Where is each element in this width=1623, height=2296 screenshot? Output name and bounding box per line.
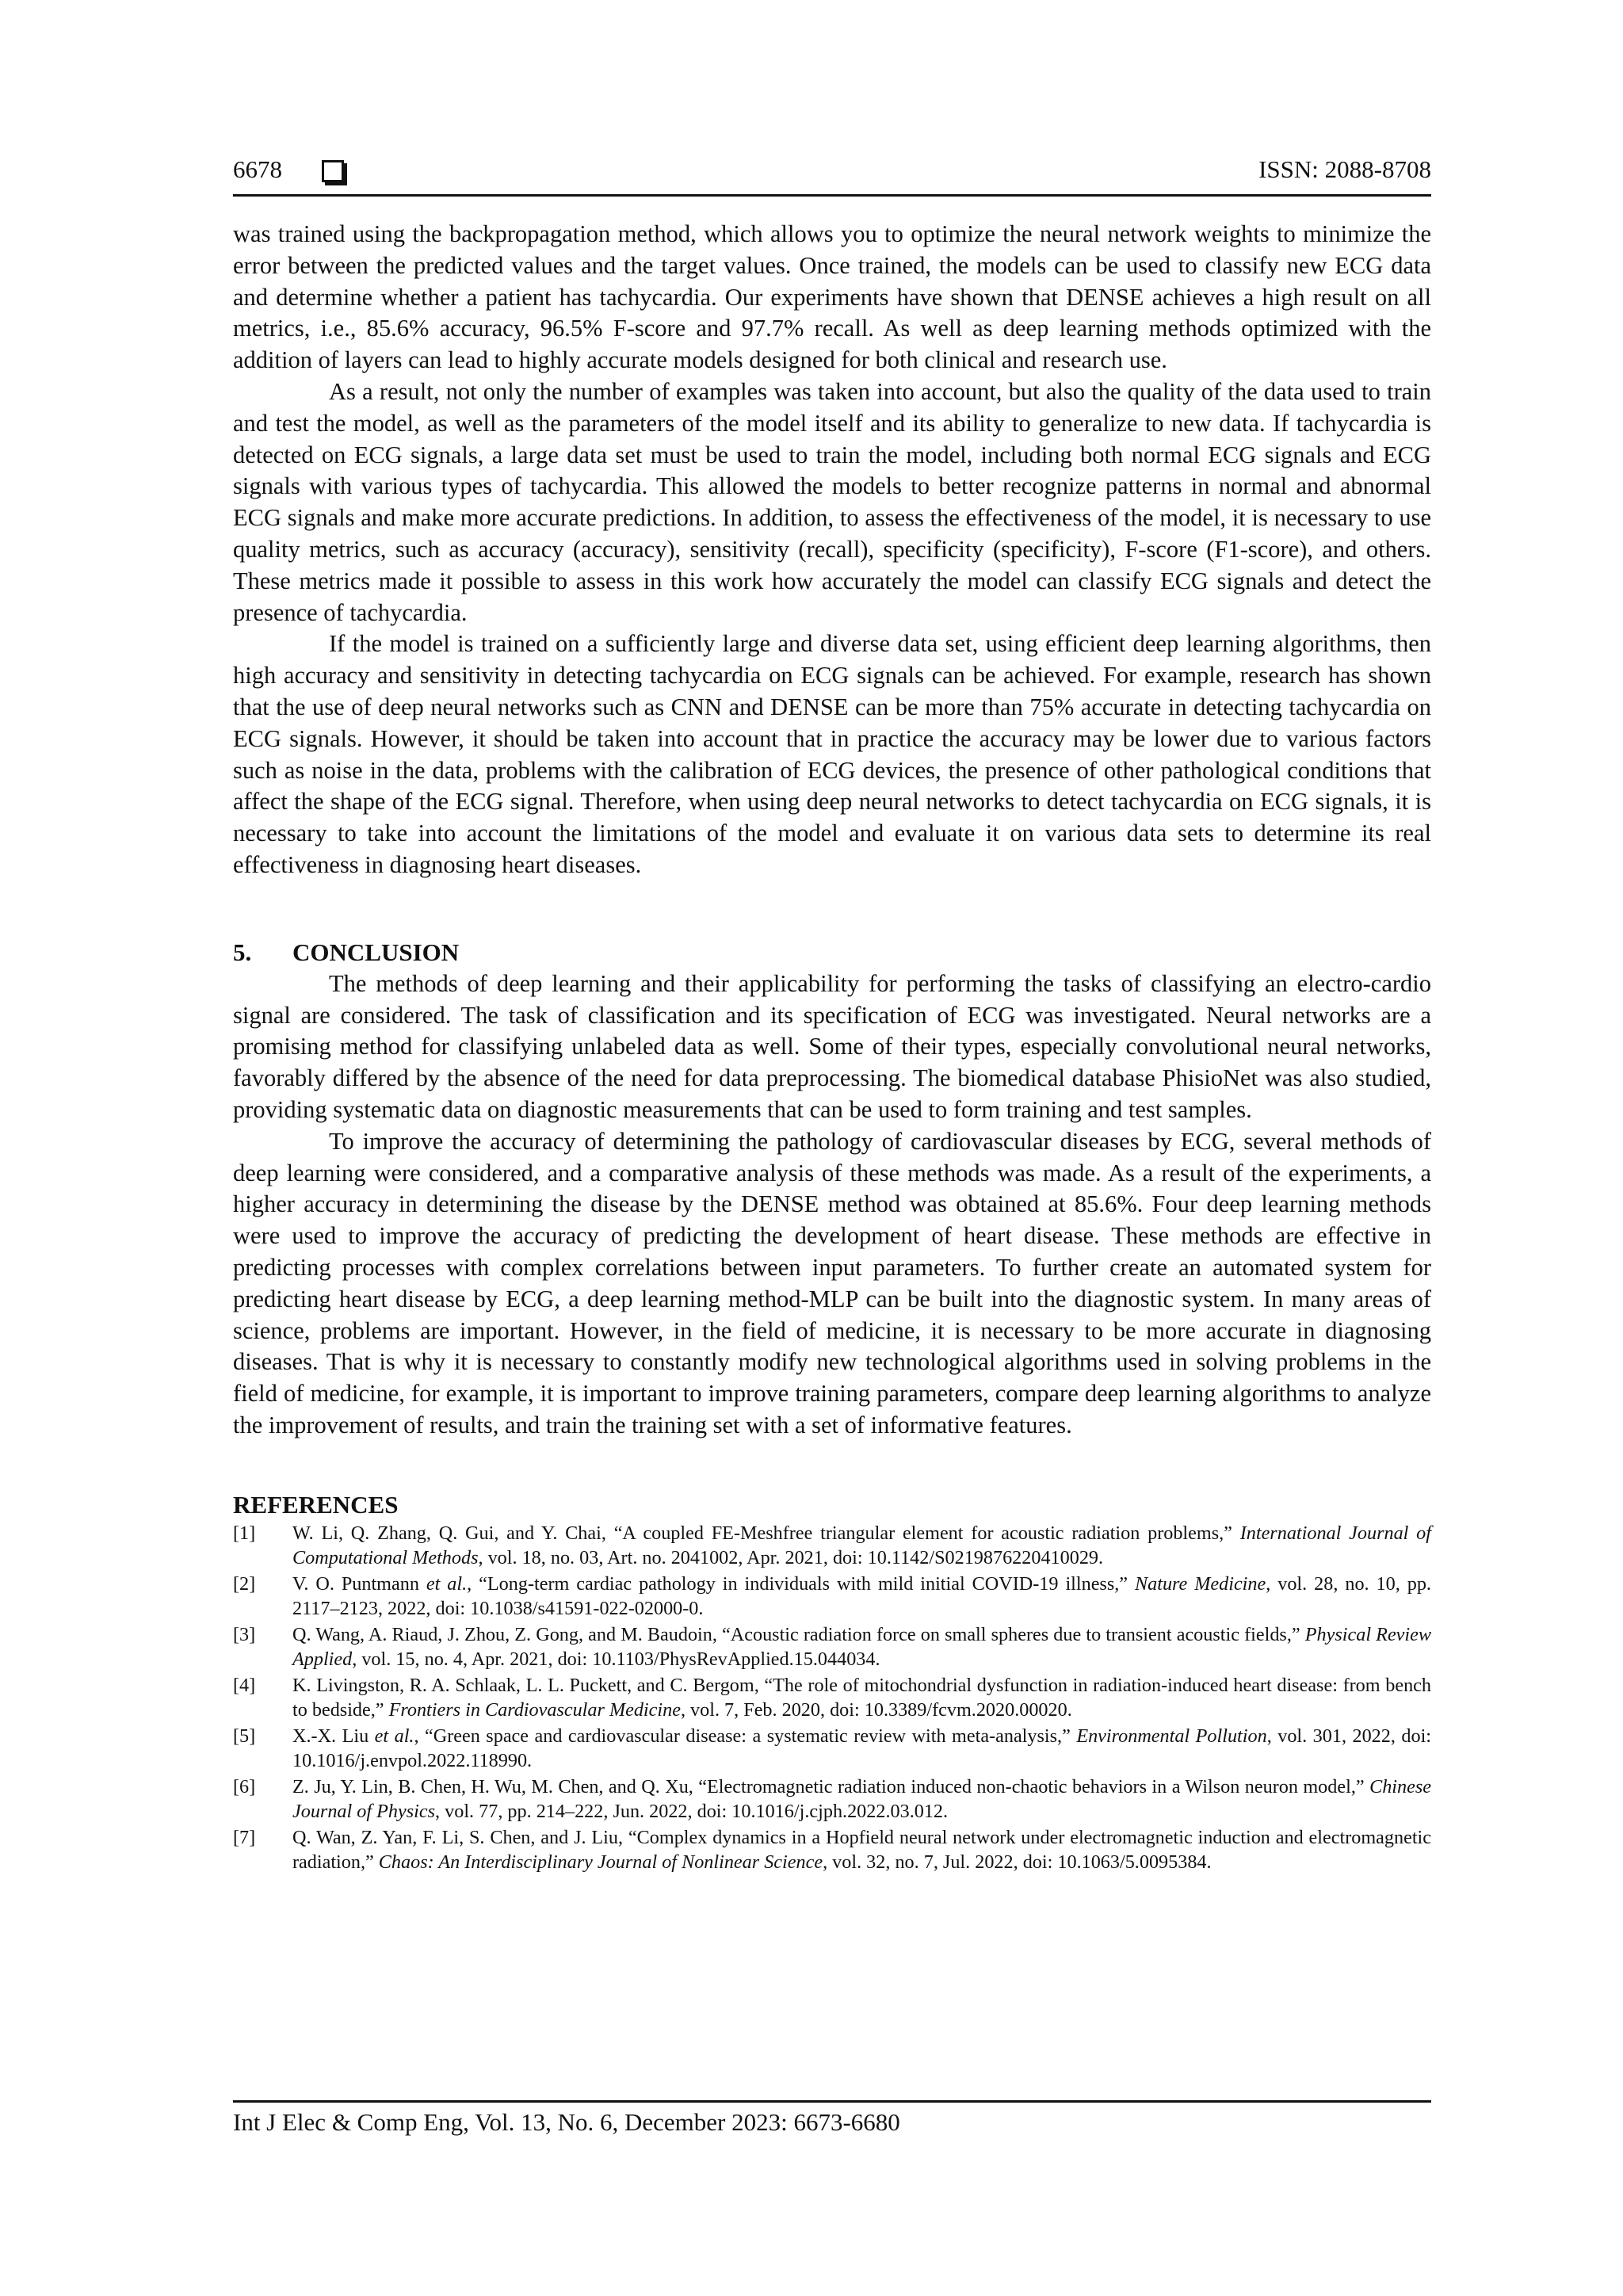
body-paragraph-3: If the model is trained on a sufficiently large and diverse data set, using efficient deep learning algorithms, then high accuracy and sensitivity in detecting tachycardia on ECG signals can be achieved. For example, research has shown that the use of deep neural networks such as CNN and DENSE can be more than 75% accurate in detecting tachycardia on ECG signals. However, it should be taken into account that in practice the accuracy may be lower due to various factors such as noise in the data, problems with the calibration of ECG devices, the presence of other pathological conditions that affect the shape of the ECG signal. Therefore, when using deep neural networks to detect tachycardia on ECG signals, it is necessary to take into account the limitations of the model and evaluate it on various data sets to determine its real effectiveness in diagnosing heart diseases. xyxy=(233,630,1431,878)
reference-text: V. O. Puntmann xyxy=(292,1572,426,1595)
reference-details: , vol. 15, no. 4, Apr. 2021, doi: 10.1103/PhysRevApplied.15.044034. xyxy=(352,1648,880,1670)
header-rule xyxy=(233,194,1431,197)
reference-details: , vol. 28, no. 10, pp. 2117–2123, 2022, doi: 10.1038/s41591-022-02000-0. xyxy=(292,1572,1431,1619)
page-number: 6678 xyxy=(233,155,282,183)
reference-item xyxy=(233,1673,1431,1722)
reference-text: W. Li, Q. Zhang, Q. Gui, and Y. Chai, “A coupled FE-Meshfree triangular element for acoustic radiation problems,” xyxy=(292,1522,1240,1544)
reference-list xyxy=(233,1521,1431,1874)
reference-title: , “Green space and cardiovascular disease: a systematic review with meta-analysis,” xyxy=(414,1725,1077,1747)
reference-text: X.-X. Liu xyxy=(292,1725,375,1747)
body-paragraph-1: was trained using the backpropagation method, which allows you to optimize the neural network weights to minimize the error between the predicted values and the target values. Once trained, the models can be used to classify new ECG data and determine whether a patient has tachycardia. Our experiments have shown that DENSE achieves a high result on all metrics, i.e., 85.6% accuracy, 96.5% F-score and 97.7% recall. As well as deep learning methods optimized with the addition of layers can lead to highly accurate models designed for both clinical and research use. xyxy=(233,220,1431,374)
reference-journal: International Journal of Computational Methods xyxy=(292,1522,1431,1568)
conclusion-section-number: 5. xyxy=(233,938,252,966)
reference-journal: Environmental Pollution xyxy=(1076,1725,1267,1747)
reference-details: , vol. 18, no. 03, Art. no. 2041002, Apr. 2021, doi: 10.1142/S0219876220410029. xyxy=(478,1546,1104,1568)
reference-details: , vol. 32, no. 7, Jul. 2022, doi: 10.1063/5.0095384. xyxy=(823,1851,1212,1873)
reference-journal: Physical Review Applied xyxy=(292,1623,1432,1670)
page-body xyxy=(233,219,1431,1876)
journal-citation-footer: Int J Elec & Comp Eng, Vol. 13, No. 6, December 2023: 6673-6680 xyxy=(233,2108,900,2136)
reference-title: , “Long-term cardiac pathology in individuals with mild initial COVID-19 illness,” xyxy=(467,1572,1135,1595)
reference-text: Z. Ju, Y. Lin, B. Chen, H. Wu, M. Chen, and Q. Xu, “Electromagnetic radiation induced non-chaotic behaviors in a Wilson neuron model,” xyxy=(292,1775,1370,1797)
reference-journal: Nature Medicine xyxy=(1135,1572,1266,1595)
footer-rule xyxy=(233,2100,1431,2103)
reference-number: [1] xyxy=(233,1522,256,1544)
reference-item xyxy=(233,1572,1431,1621)
conclusion-section-title: CONCLUSION xyxy=(292,938,460,966)
issn-label: ISSN: 2088-8708 xyxy=(1258,155,1431,183)
reference-item xyxy=(233,1775,1431,1824)
reference-etal: et al. xyxy=(426,1572,468,1595)
reference-number: [2] xyxy=(233,1572,256,1595)
reference-etal: et al. xyxy=(374,1725,414,1747)
reference-details: , vol. 301, 2022, doi: 10.1016/j.envpol.2022.118990. xyxy=(292,1725,1432,1771)
reference-number: [6] xyxy=(233,1775,256,1797)
reference-number: [5] xyxy=(233,1725,256,1747)
reference-details: , vol. 77, pp. 214–222, Jun. 2022, doi: 10.1016/j.cjph.2022.03.012. xyxy=(435,1800,949,1822)
reference-journal: Chaos: An Interdisciplinary Journal of Nonlinear Science xyxy=(378,1851,823,1873)
body-paragraph-2: As a result, not only the number of examples was taken into account, but also the quality of the data used to train and test the model, as well as the parameters of the model itself and its ability to generalize to new data. If tachycardia is detected on ECG signals, a large data set must be used to train the model, including both normal ECG signals and ECG signals with various types of tachycardia. This allowed the models to better recognize patterns in normal and abnormal ECG signals and make more accurate predictions. In addition, to assess the effectiveness of the model, it is necessary to use quality metrics, such as accuracy (accuracy), sensitivity (recall), specificity (specificity), F-score (F1-score), and others. These metrics made it possible to assess in this work how accurately the model can classify ECG signals and detect the presence of tachycardia. xyxy=(233,377,1431,626)
reference-journal: Frontiers in Cardiovascular Medicine xyxy=(388,1698,681,1721)
reference-number: [4] xyxy=(233,1674,256,1696)
conclusion-heading xyxy=(233,937,1431,968)
reference-text: Q. Wang, A. Riaud, J. Zhou, Z. Gong, and M. Baudoin, “Acoustic radiation force on small spheres due to transient acoustic fields,” xyxy=(292,1623,1305,1645)
box-bullet-icon xyxy=(322,160,344,182)
reference-number: [3] xyxy=(233,1623,256,1645)
reference-number: [7] xyxy=(233,1826,256,1848)
reference-text: K. Livingston, R. A. Schlaak, L. L. Puckett, and C. Bergom, “The role of mitochondrial dysfunction in radiation-induced heart disease: from bench to bedside,” xyxy=(292,1674,1431,1721)
reference-item xyxy=(233,1724,1431,1773)
reference-item xyxy=(233,1622,1431,1671)
reference-text: Q. Wan, Z. Yan, F. Li, S. Chen, and J. Liu, “Complex dynamics in a Hopfield neural network under electromagnetic induction and electromagnetic radiation,” xyxy=(292,1826,1431,1873)
reference-details: , vol. 7, Feb. 2020, doi: 10.3389/fcvm.2020.00020. xyxy=(680,1698,1072,1721)
reference-item xyxy=(233,1521,1431,1570)
page-header xyxy=(233,155,1431,193)
reference-journal: Chinese Journal of Physics xyxy=(292,1775,1431,1822)
references-heading: REFERENCES xyxy=(233,1490,399,1519)
reference-item xyxy=(233,1825,1431,1874)
conclusion-paragraph-2: To improve the accuracy of determining the pathology of cardiovascular diseases by ECG, several methods of deep learning were considered, and a comparative analysis of these methods was made. As a result of the experiments, a higher accuracy in determining the disease by the DENSE method was obtained at 85.6%. Four deep learning methods were used to improve the accuracy of predicting the development of heart disease. These methods are effective in predicting processes with complex correlations between input parameters. To further create an automated system for predicting heart disease by ECG, a deep learning method-MLP can be built into the diagnostic system. In many areas of science, problems are important. However, in the field of medicine, it is necessary to be more accurate in diagnosing diseases. That is why it is necessary to constantly modify new technological algorithms used in solving problems in the field of medicine, for example, it is important to improve training parameters, compare deep learning algorithms to analyze the improvement of results, and train the training set with a set of informative features. xyxy=(233,1127,1431,1438)
conclusion-paragraph-1: The methods of deep learning and their applicability for performing the tasks of classifying an electro-cardio signal are considered. The task of classification and its specification of ECG was investigated. Neural networks are a promising method for classifying unlabeled data as well. Some of their types, especially convolutional neural networks, favorably differed by the absence of the need for data preprocessing. The biomedical database PhisioNet was also studied, providing systematic data on diagnostic measurements that can be used to form training and test samples. xyxy=(233,969,1431,1123)
